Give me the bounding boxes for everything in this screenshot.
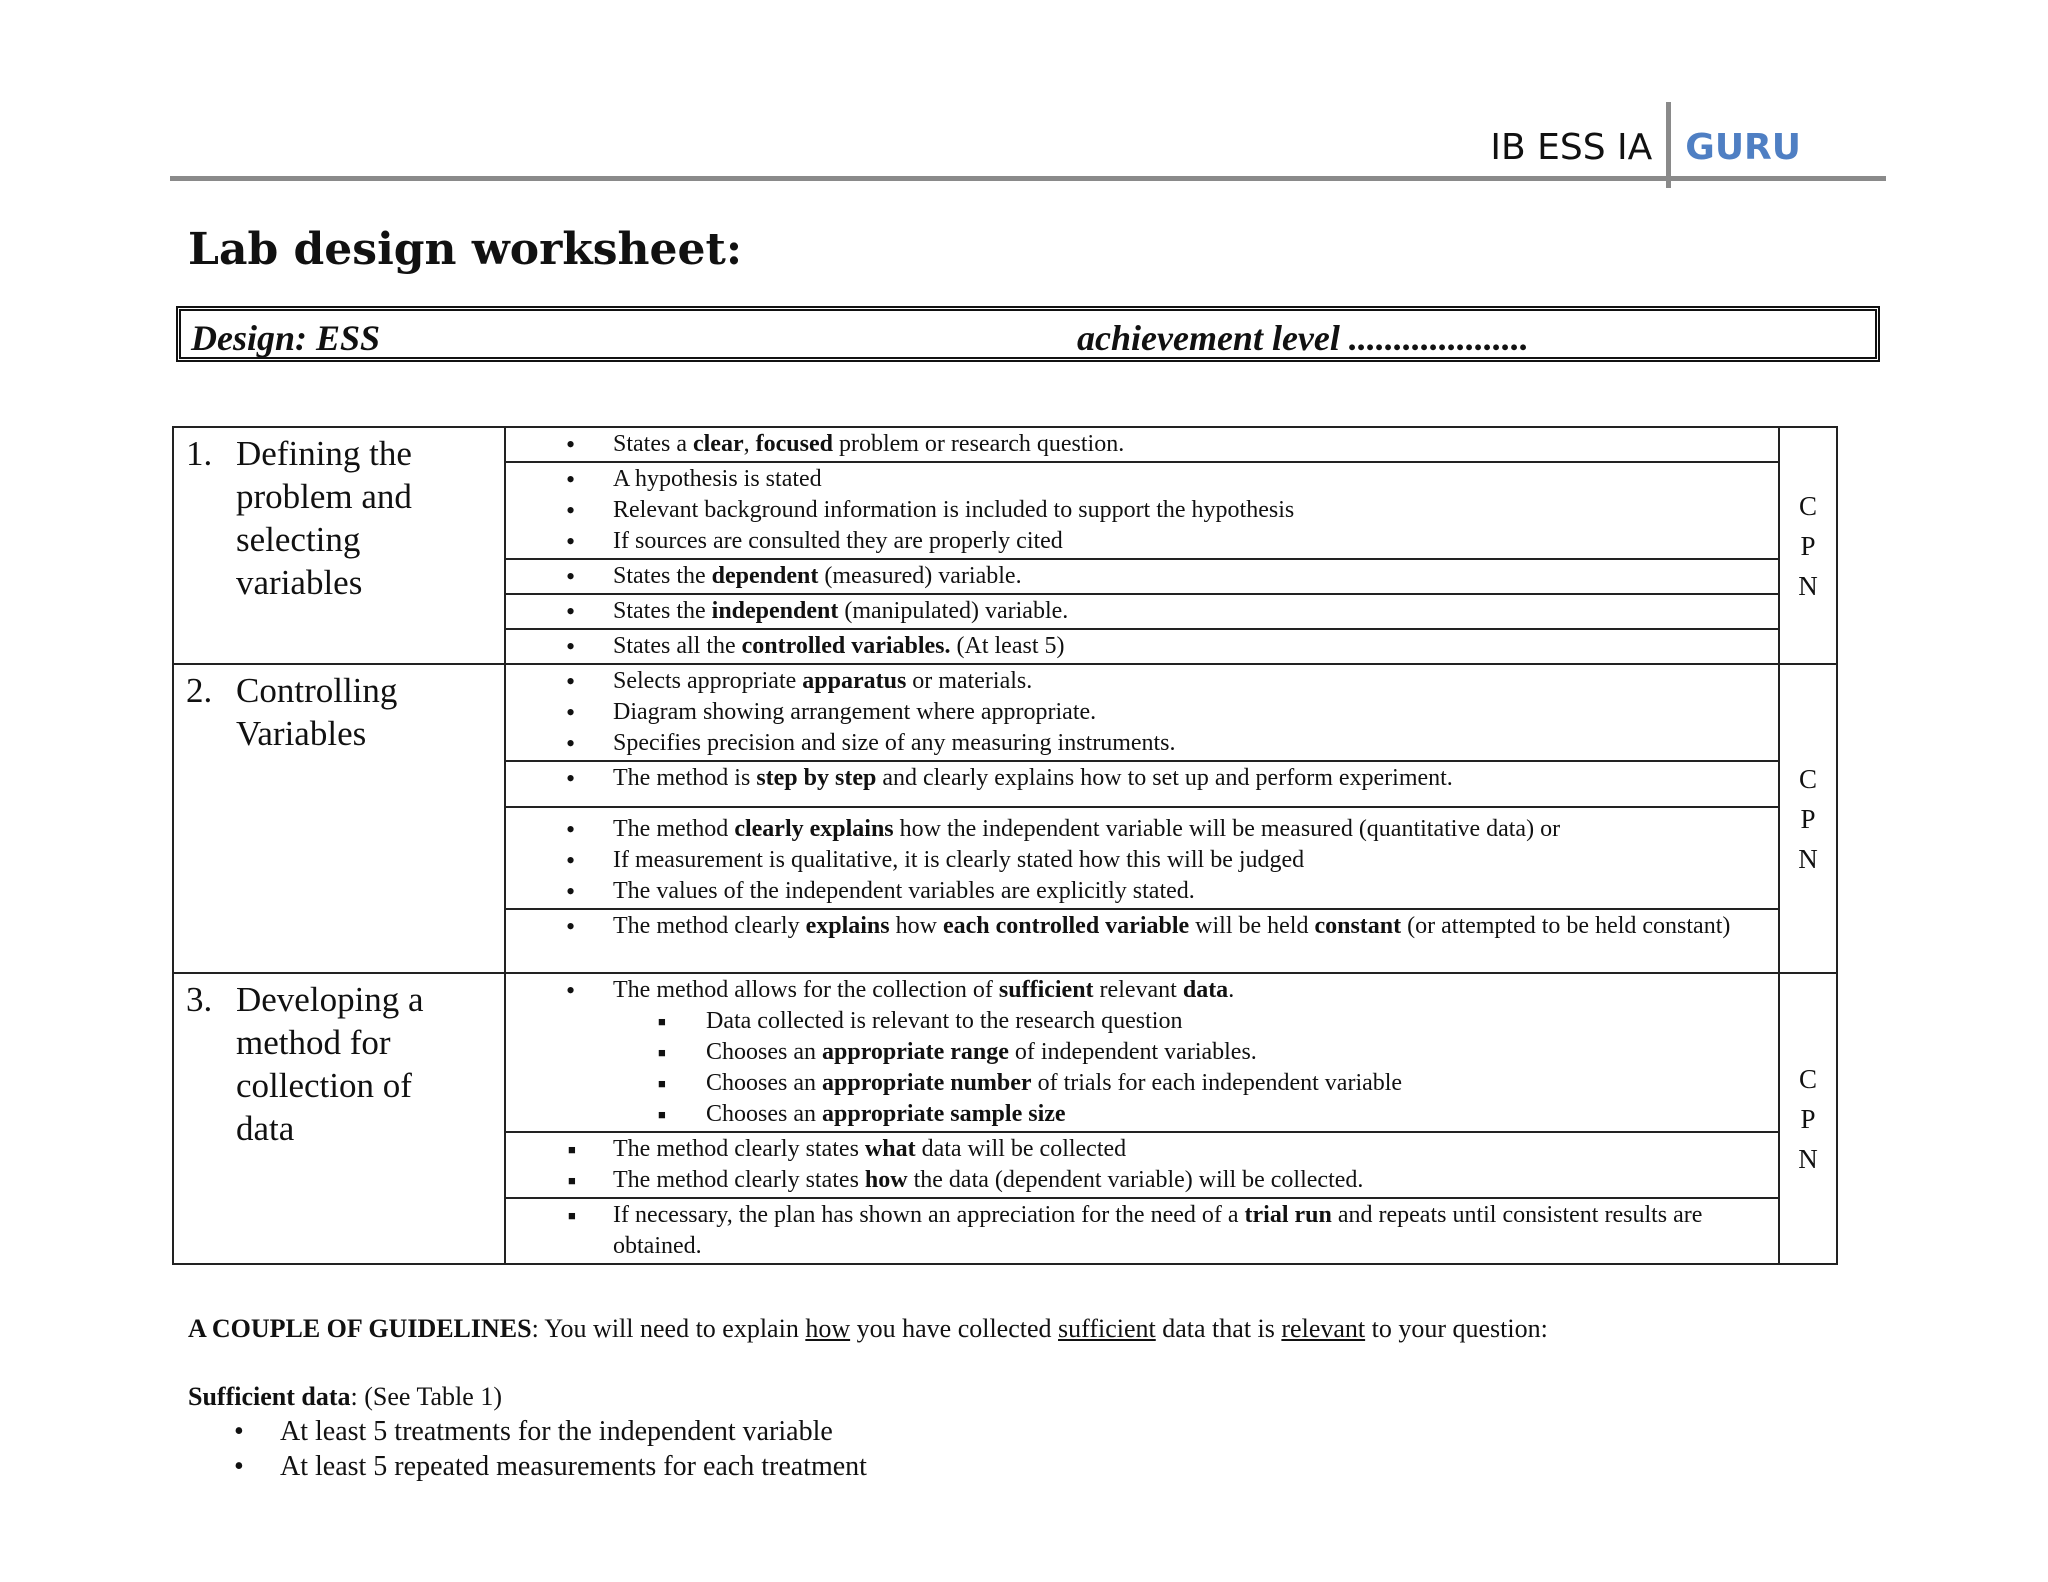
page-header xyxy=(170,90,1886,180)
section-3-header: 3. Developing a method for collection of data xyxy=(173,973,505,1264)
brand-left: IB ESS IA xyxy=(1490,127,1653,168)
guidelines-paragraph: A COUPLE OF GUIDELINES: You will need to explain how you have collected sufficient data that is relevant to your question: xyxy=(188,1314,1548,1343)
criterion-row: • States the dependent (measured) variable. xyxy=(505,559,1779,594)
grade-cpn-2: C P N xyxy=(1779,664,1837,973)
header-rule xyxy=(170,176,1886,181)
criterion-row: • States all the controlled variables. (At least 5) xyxy=(505,629,1779,664)
section-2-header: 2. Controlling Variables xyxy=(173,664,505,973)
criterion-row: • The method clearly explains how the independent variable will be measured (quantitative data) or • If measurement is qualitative, it is clearly stated how this will be judged • The values of the independent variables are explicitly stated. xyxy=(505,807,1779,909)
achievement-level: achievement level .................... xyxy=(1077,318,1529,358)
criterion-row: • Selects appropriate apparatus or materials. • Diagram showing arrangement where appropriate. • Specifies precision and size of any measuring instruments. xyxy=(505,664,1779,761)
design-label: Design: ESS xyxy=(191,318,381,358)
criterion-row: • States a clear, focused problem or research question. xyxy=(505,427,1779,462)
criterion-row: ■ If necessary, the plan has shown an appreciation for the need of a trial run and repeats until consistent results are obtained. xyxy=(505,1198,1779,1264)
rubric-table xyxy=(172,426,1838,1265)
criterion-row: • The method is step by step and clearly explains how to set up and perform experiment. xyxy=(505,761,1779,807)
page-title: Lab design worksheet: xyxy=(188,224,743,275)
list-item: • At least 5 treatments for the independent variable xyxy=(234,1416,833,1447)
grade-cpn-1: C P N xyxy=(1779,427,1837,664)
criterion-row: • The method clearly explains how each controlled variable will be held constant (or attempted to be held constant) xyxy=(505,909,1779,973)
criterion-row: • The method allows for the collection of sufficient relevant data. ■ Data collected is relevant to the research question ■ Chooses an appropriate range of independent variables. ■ Chooses an appropriate number of trials for each independent variable ■ Chooses an appropriate sample size xyxy=(505,973,1779,1132)
section-1-header: 1. Defining the problem and selecting variables xyxy=(173,427,505,664)
criterion-row: • States the independent (manipulated) variable. xyxy=(505,594,1779,629)
design-box xyxy=(176,306,1880,362)
criterion-row: ■ The method clearly states what data will be collected ■ The method clearly states how the data (dependent variable) will be collected. xyxy=(505,1132,1779,1198)
criterion-row: • A hypothesis is stated • Relevant background information is included to support the hypothesis • If sources are consulted they are properly cited xyxy=(505,462,1779,559)
brand-right: GURU xyxy=(1685,127,1801,168)
grade-cpn-3: C P N xyxy=(1779,973,1837,1264)
sufficient-data-heading: Sufficient data: (See Table 1) xyxy=(188,1382,502,1411)
list-item: • At least 5 repeated measurements for each treatment xyxy=(234,1451,867,1482)
